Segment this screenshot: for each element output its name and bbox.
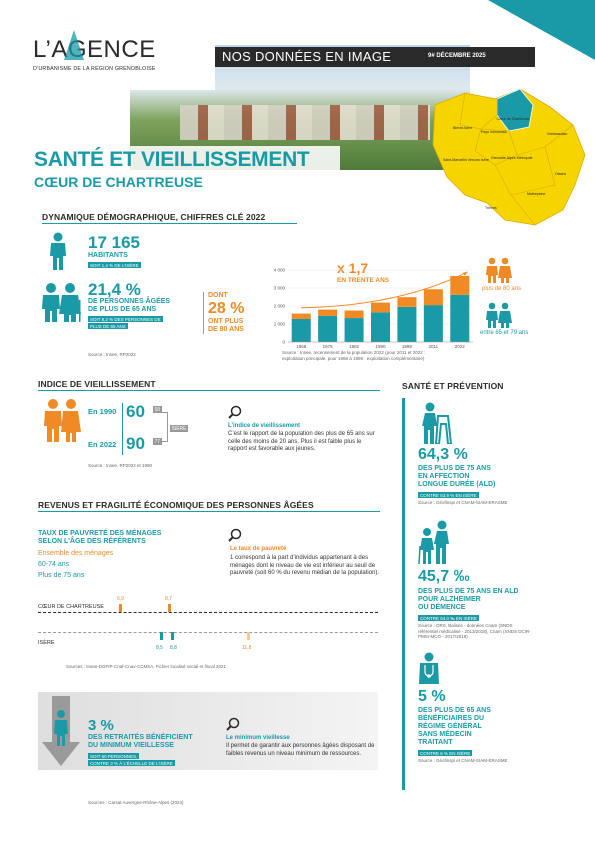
bar-65-79: [318, 316, 337, 342]
chart-x-tick: 1968: [296, 344, 307, 349]
logo-agence: AGENCE: [51, 36, 156, 63]
growth-label: EN TRENTE ANS: [337, 277, 390, 284]
doctor-band: CONTRE 6 % EN ISÈRE: [420, 750, 471, 756]
aging-isere-label: ISÈRE: [171, 425, 187, 432]
minimum-label-1: DES RETRAITÉS BÉNÉFICIENT: [88, 734, 193, 741]
cdc-value-1: 6,9: [117, 596, 124, 602]
chart-x-tick: 2022: [454, 344, 465, 349]
banner-title: NOS DONNÉES EN IMAGE: [222, 49, 392, 64]
map-label-stmarcellin: Saint-Marcellin Vercors Isère: [443, 158, 489, 162]
logo-l: L’: [33, 36, 52, 63]
population-band: SOIT 1,4 % DE L’ISÈRE: [90, 262, 139, 268]
minimum-value: 3 %: [88, 717, 114, 734]
alzheimer-source: Source : ORS, Balises - données Cnam (SNDS référentiel médicalisé - 2013/2018), Cnam (SNDS DCIR-PMSI-MCO - 2017/2018): [418, 623, 531, 640]
health-bar: [402, 398, 405, 790]
aging-isere-bracket: [160, 412, 168, 442]
seniors-value: 21,4 %: [88, 280, 141, 299]
growth-value: x 1,7: [337, 260, 369, 276]
bar-80-plus: [318, 310, 337, 316]
demo-source: Source : Insee, RP2022: [88, 352, 136, 357]
photo-village: [180, 105, 430, 140]
cdc-marker-all: [119, 604, 122, 612]
chart-x-tick: 1975: [322, 344, 333, 349]
chart-y-tick: 2 000: [273, 303, 285, 309]
bar-80-plus: [371, 303, 390, 313]
elderly-walking-icon: [42, 398, 82, 442]
cdc-value-2: 8,7: [165, 596, 172, 602]
minimum-label-2: DU MINIMUM VIEILLESSE: [88, 742, 174, 749]
bar-65-79: [397, 307, 416, 342]
ald-label-1: DES PLUS DE 75 ANS: [418, 465, 491, 472]
alzheimer-band: CONTRE 54,0 ‰ EN ISÈRE: [420, 615, 478, 621]
map-label-trieves: Trièves: [485, 206, 497, 210]
seniors-label-1: DE PERSONNES ÂGÉES: [88, 298, 171, 305]
ald-value: 64,3 %: [418, 446, 468, 463]
dont-divider: [203, 292, 204, 334]
minimum-source: Sources : Carsat Auvergne-Rhône-Alpes (2024): [88, 800, 184, 805]
chart-y-tick: 0: [282, 339, 285, 345]
rate-title-2: SELON L’ÂGE DES RÉFÉRENTS: [38, 538, 146, 545]
ald-source: Source : Géoﬁnspi et CNAM-SIAM-ERASME: [418, 500, 508, 505]
map-label-voironnais: Pays Voironnais: [481, 130, 507, 134]
chart-x-tick: 2011: [428, 344, 439, 349]
aging-2022-label: En 2022: [88, 440, 117, 449]
chart-y-tick: 3 000: [273, 285, 285, 291]
income-section-title: REVENUS ET FRAGILITÉ ÉCONOMIQUE DES PERSONNES ÂGÉES: [38, 500, 314, 510]
minimum-def-title: Le minimum vieillesse: [226, 735, 290, 741]
cdc-marker-60: [168, 604, 171, 612]
elderly-couple-icon: [40, 282, 82, 322]
page-subtitle: CŒUR DE CHARTREUSE: [34, 174, 203, 190]
doctor-label-2: BÉNÉFICIAIRES DU: [418, 715, 485, 722]
alzheimer-value: 45,7 ‰: [418, 568, 470, 585]
chart-y-tick: 1 000: [273, 321, 285, 327]
bar-80-plus: [397, 297, 416, 307]
doctor-label-4: SANS MÉDECIN: [418, 731, 472, 738]
minimum-band-2: CONTRE 3 % À L’ÉCHELLE DE L’ISÈRE: [90, 760, 173, 766]
health-section-title: SANTÉ ET PRÉVENTION: [402, 381, 504, 391]
seniors-band-2: PLUS DE 65 ANS: [90, 323, 126, 329]
aging-1990-badge: 58: [154, 406, 161, 413]
row-isere-label: ISÈRE: [38, 640, 55, 646]
territory-map: [425, 85, 590, 235]
row-isere-line: [38, 632, 378, 633]
caregiver-icon: [418, 520, 454, 564]
logo: [33, 36, 156, 64]
dont-label-2: DE 80 ANS: [208, 326, 244, 333]
legend-80-icon: [485, 257, 513, 283]
map-label-gresivaudan: Grésivaudan: [547, 132, 568, 136]
magnifier-icon-3: [226, 717, 240, 731]
magnifier-icon-2: [228, 528, 242, 542]
minimum-arrow-icon: [40, 694, 82, 768]
aging-section-line: [38, 390, 380, 391]
rate-title-1: TAUX DE PAUVRETÉ DES MÉNAGES: [38, 530, 162, 537]
income-section-line: [38, 511, 380, 512]
bar-65-79: [345, 318, 364, 342]
map-label-matheysine: Matheysine: [527, 192, 546, 196]
demo-section-title: DYNAMIQUE DÉMOGRAPHIQUE, CHIFFRES CLÉ 2022: [42, 212, 266, 222]
minimum-band-1: SOIT 60 PERSONNES,: [90, 753, 138, 759]
walker-icon: [418, 402, 452, 444]
ald-label-2: EN AFFECTION: [418, 473, 470, 480]
legend-65-label: entre 65 et 79 ans: [480, 330, 529, 336]
dont-label-1: ONT PLUS: [208, 318, 244, 325]
bar-65-79: [424, 305, 443, 342]
chart-source-2: exploitation principale, pour 1968 à 1999 : exploitation complémentaire): [282, 356, 425, 361]
legend-60-74: 60-74 ans: [38, 561, 70, 568]
aging-1990-value: 60: [126, 402, 145, 421]
chart-y-tick: 4 000: [273, 267, 285, 273]
row-cdc-line: [38, 612, 378, 613]
ald-band: CONTRE 63,9 % EN ISÈRE: [420, 492, 477, 498]
legend-all-households: Ensemble des ménages: [38, 550, 114, 557]
alzheimer-label-2: POUR ALZHEIMER: [418, 596, 481, 603]
doctor-value: 5 %: [418, 688, 446, 705]
legend-65-icon: [485, 302, 513, 328]
dont-value: 28 %: [208, 300, 245, 317]
seniors-label-2: DE PLUS DE 65 ANS: [88, 306, 157, 313]
person-icon: [48, 232, 68, 270]
ald-label-3: LONGUE DURÉE (ALD): [418, 481, 496, 488]
legend-75-plus: Plus de 75 ans: [38, 572, 85, 579]
logo-mark: [64, 30, 84, 60]
aging-1990-label: En 1990: [88, 407, 117, 416]
doctor-icon: [418, 652, 440, 684]
chart-x-tick: 1990: [375, 344, 386, 349]
magnifier-icon: [228, 405, 242, 419]
doctor-label-5: TRAITANT: [418, 739, 453, 746]
aging-divider: [122, 403, 123, 455]
isere-marker-1: [160, 632, 163, 640]
aging-source: Source : Insee, RP2022 et 1990: [88, 463, 153, 468]
bar-65-79: [292, 319, 311, 342]
rate-def-text: 1 correspond à la part d’individus appartenant à des ménages dont le niveau de vie est inférieur au seuil de pauvreté (soit 60 % du revenu médian de la population).: [230, 555, 380, 576]
doctor-label-3: RÉGIME GÉNÉRAL: [418, 723, 482, 730]
banner-issue: 9# DÉCEMBRE 2025: [428, 53, 486, 59]
legend-80-label: plus de 80 ans: [482, 286, 522, 292]
seniors-band-1: SOIT 8,2 % DES PERSONNES DE: [90, 316, 161, 322]
minimum-def-text: Il permet de garantir aux personnes âgées disposant de faibles revenus un niveau minimum de ressources.: [226, 743, 375, 757]
population-label: HABITANTS: [88, 252, 128, 259]
aging-section-title: INDICE DE VIEILLISSEMENT: [38, 379, 156, 389]
chart-source-1: Source : Insee, recensement de la population 2022 (pour 2011 et 2022 :: [282, 350, 426, 355]
teal-corner: [488, 0, 595, 60]
aging-2022-value: 90: [126, 434, 145, 453]
income-source: Sources : Insee-DGFIP-Cnaf-Cnav-CCMSA, Fichier localisé social et fiscal 2021: [66, 664, 227, 669]
demo-section-line: [42, 223, 297, 224]
bar-80-plus: [345, 311, 364, 319]
chart-x-tick: 1999: [401, 344, 412, 349]
map-label-oisans: Oisans: [555, 172, 567, 176]
bar-80-plus: [292, 314, 311, 319]
chart-x-tick: 1982: [349, 344, 360, 349]
bar-65-79: [450, 295, 469, 342]
population-chart: [262, 262, 482, 352]
aging-def-title: L’indice de vieillissement: [228, 423, 301, 429]
map-label-metropole: Grenoble Alpes Métropole: [491, 156, 533, 160]
doctor-label-1: DES PLUS DE 65 ANS: [418, 707, 491, 714]
dont-label: DONT: [208, 292, 228, 299]
logo-subtitle: D’URBANISME DE LA RÉGION GRENOBLOISE: [33, 66, 156, 72]
aging-2022-badge: 77: [154, 438, 161, 445]
bar-80-plus: [424, 289, 443, 305]
rate-def-title: Le taux de pauvreté: [230, 546, 287, 552]
page-title: SANTÉ ET VIEILLISSEMENT: [34, 148, 310, 171]
isere-marker-3: [247, 632, 250, 640]
growth-arrow-head: [463, 272, 468, 276]
aging-def-text: C’est le rapport de la population des plus de 65 ans sur celle des moins de 20 ans. Plus il est faible plus le rapport est favorable aux jeunes.: [228, 431, 375, 452]
population-value: 17 165: [88, 233, 140, 252]
bar-65-79: [371, 312, 390, 342]
isere-marker-2: [171, 632, 174, 640]
doctor-source: Source : Géoﬁnspi et CNAM-SIAM-ERASME: [418, 758, 508, 763]
alzheimer-label-3: OU DÉMENCE: [418, 604, 466, 611]
map-label-cdc: Cœur de Chartreuse: [496, 117, 530, 121]
isere-value-2: 8,8: [170, 645, 177, 651]
row-cdc-label: CŒUR DE CHARTREUSE: [38, 604, 104, 610]
alzheimer-label-1: DES PLUS DE 75 ANS EN ALD: [418, 588, 519, 595]
map-label-bievre: Bièvre-Isère: [453, 126, 473, 130]
isere-value-1: 8,5: [156, 645, 163, 651]
isere-value-3: 11,8: [242, 645, 252, 651]
